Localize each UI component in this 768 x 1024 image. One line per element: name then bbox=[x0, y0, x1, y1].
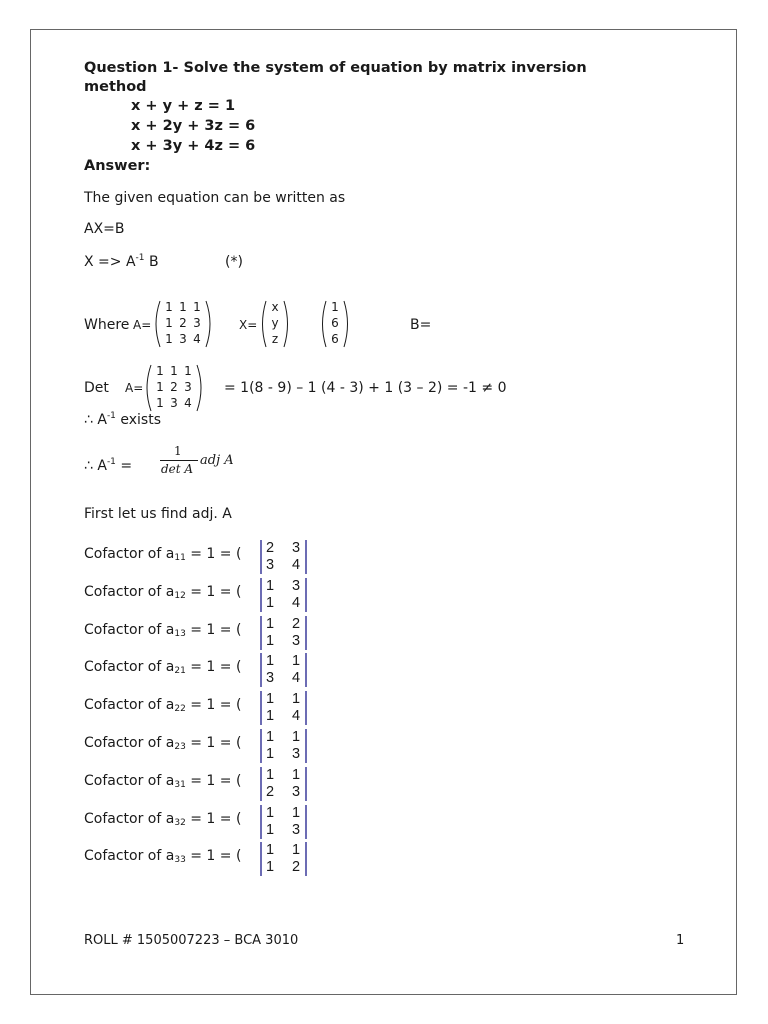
matrix-a-cell: 1 bbox=[165, 316, 173, 330]
det-matrix-a-cell: 3 bbox=[184, 380, 192, 394]
cofactor-subscript: 23 bbox=[174, 742, 186, 752]
det-matrix-a-cell: 1 bbox=[156, 364, 164, 378]
det-cell: 3 bbox=[291, 784, 301, 800]
det-cell: 3 bbox=[291, 578, 301, 594]
adj-a-term: adj A bbox=[200, 453, 234, 468]
cofactor-subscript: 31 bbox=[174, 780, 186, 790]
det-matrix-a-cell: 1 bbox=[156, 380, 164, 394]
cofactor-suffix: = 1 = ( bbox=[185, 584, 242, 600]
matrix-x-cell: z bbox=[271, 332, 279, 346]
det-cell: 1 bbox=[291, 653, 301, 669]
matrix-b bbox=[318, 298, 352, 350]
det-cell: 3 bbox=[291, 540, 301, 556]
det-cell: 1 bbox=[291, 691, 301, 707]
cofactor-determinant bbox=[258, 766, 310, 802]
matrix-b-cell: 6 bbox=[331, 332, 339, 346]
star-marker: (*) bbox=[225, 254, 243, 270]
fraction-bar bbox=[160, 460, 198, 461]
det-matrix-a-cell: 3 bbox=[170, 396, 178, 410]
cofactor-determinant bbox=[258, 690, 310, 726]
matrix-x-label: X= bbox=[239, 318, 258, 332]
answer-label: Answer: bbox=[84, 158, 151, 174]
question-title-line2: method bbox=[84, 79, 147, 95]
inverse-exists: ∴ $A^{-1}$ exists bbox=[84, 411, 161, 428]
cofactor-subscript: 33 bbox=[174, 855, 186, 865]
equation-3: x + 3y + 4z = 6 bbox=[131, 138, 256, 154]
det-cell: 1 bbox=[265, 578, 275, 594]
matrix-x bbox=[258, 298, 292, 350]
x-formula: $X => A^{-1}$ B bbox=[84, 253, 159, 270]
cofactor-subscript: 12 bbox=[174, 591, 186, 601]
cofactor-row bbox=[84, 546, 241, 563]
det-cell: 1 bbox=[265, 746, 275, 762]
det-cell: 1 bbox=[265, 842, 275, 858]
matrix-a-cell: 4 bbox=[193, 332, 201, 346]
cofactor-suffix: = 1 = ( bbox=[185, 773, 242, 789]
det-cell: 4 bbox=[291, 557, 301, 573]
cofactor-row bbox=[84, 622, 241, 639]
cofactor-prefix: Cofactor of a bbox=[84, 848, 175, 864]
cofactor-prefix: Cofactor of a bbox=[84, 773, 175, 789]
page-number: 1 bbox=[676, 933, 685, 948]
det-cell: 2 bbox=[265, 540, 275, 556]
det-cell: 1 bbox=[265, 595, 275, 611]
matrix-a-label: A= bbox=[133, 318, 152, 332]
cofactor-determinant bbox=[258, 652, 310, 688]
det-cell: 1 bbox=[265, 708, 275, 724]
matrix-a-cell: 3 bbox=[179, 332, 187, 346]
det-cell: 1 bbox=[291, 842, 301, 858]
cofactor-suffix: = 1 = ( bbox=[185, 811, 242, 827]
det-cell: 1 bbox=[265, 633, 275, 649]
matrix-x-cell: y bbox=[271, 316, 279, 330]
fraction-denominator: det A bbox=[161, 462, 194, 476]
cofactor-row bbox=[84, 697, 241, 714]
cofactor-prefix: Cofactor of a bbox=[84, 584, 175, 600]
matrix-a-cell: 1 bbox=[165, 332, 173, 346]
det-cell: 1 bbox=[265, 805, 275, 821]
det-matrix-a-cell: 2 bbox=[170, 380, 178, 394]
det-cell: 1 bbox=[265, 653, 275, 669]
cofactor-row bbox=[84, 773, 241, 790]
fraction-numerator: 1 bbox=[174, 444, 182, 458]
det-cell: 1 bbox=[265, 822, 275, 838]
det-cell: 2 bbox=[291, 616, 301, 632]
det-matrix-a-cell: 1 bbox=[184, 364, 192, 378]
cofactor-subscript: 13 bbox=[174, 629, 186, 639]
det-cell: 3 bbox=[265, 557, 275, 573]
ax-equals-b: AX=B bbox=[84, 221, 125, 237]
matrix-a bbox=[151, 298, 215, 350]
cofactor-row bbox=[84, 735, 241, 752]
cofactor-row bbox=[84, 584, 241, 601]
det-matrix-a-label: A= bbox=[125, 381, 144, 395]
det-result: = 1(8 - 9) – 1 (4 - 3) + 1 (3 – 2) = -1 ≠ 0 bbox=[224, 380, 507, 396]
det-cell: 3 bbox=[291, 633, 301, 649]
inverse-formula-lhs: ∴ $A^{-1}$ = bbox=[84, 457, 133, 474]
det-cell: 1 bbox=[265, 767, 275, 783]
equation-1: x + y + z = 1 bbox=[131, 98, 236, 114]
matrix-a-cell: 1 bbox=[193, 300, 201, 314]
cofactor-prefix: Cofactor of a bbox=[84, 546, 175, 562]
det-cell: 1 bbox=[265, 691, 275, 707]
det-matrix-a-cell: 4 bbox=[184, 396, 192, 410]
matrix-a-cell: 1 bbox=[179, 300, 187, 314]
cofactor-prefix: Cofactor of a bbox=[84, 735, 175, 751]
cofactor-subscript: 21 bbox=[174, 666, 186, 676]
cofactor-suffix: = 1 = ( bbox=[185, 546, 242, 562]
cofactor-suffix: = 1 = ( bbox=[185, 848, 242, 864]
det-cell: 1 bbox=[265, 729, 275, 745]
cofactor-prefix: Cofactor of a bbox=[84, 811, 175, 827]
det-cell: 2 bbox=[291, 859, 301, 875]
cofactor-determinant bbox=[258, 539, 310, 575]
cofactor-row bbox=[84, 659, 241, 676]
cofactor-subscript: 32 bbox=[174, 818, 186, 828]
det-cell: 3 bbox=[291, 746, 301, 762]
cofactor-subscript: 11 bbox=[174, 553, 186, 563]
cofactor-prefix: Cofactor of a bbox=[84, 622, 175, 638]
det-cell: 1 bbox=[291, 805, 301, 821]
cofactor-suffix: = 1 = ( bbox=[185, 622, 242, 638]
det-cell: 3 bbox=[291, 822, 301, 838]
answer-intro: The given equation can be written as bbox=[84, 190, 346, 206]
det-cell: 1 bbox=[265, 859, 275, 875]
matrix-a-cell: 2 bbox=[179, 316, 187, 330]
cofactor-determinant bbox=[258, 841, 310, 877]
where-label: Where bbox=[84, 317, 130, 333]
cofactor-suffix: = 1 = ( bbox=[185, 697, 242, 713]
footer-roll: ROLL # 1505007223 – BCA 3010 bbox=[84, 933, 299, 948]
matrix-a-cell: 1 bbox=[165, 300, 173, 314]
adj-intro: First let us find adj. A bbox=[84, 506, 232, 522]
cofactor-determinant bbox=[258, 577, 310, 613]
matrix-x-cell: x bbox=[271, 300, 279, 314]
cofactor-determinant bbox=[258, 728, 310, 764]
det-cell: 1 bbox=[291, 729, 301, 745]
det-matrix-a-cell: 1 bbox=[170, 364, 178, 378]
det-cell: 4 bbox=[291, 708, 301, 724]
matrix-a-cell: 3 bbox=[193, 316, 201, 330]
cofactor-prefix: Cofactor of a bbox=[84, 659, 175, 675]
matrix-b-label: B= bbox=[410, 317, 432, 333]
cofactor-prefix: Cofactor of a bbox=[84, 697, 175, 713]
det-cell: 1 bbox=[265, 616, 275, 632]
cofactor-suffix: = 1 = ( bbox=[185, 659, 242, 675]
cofactor-row bbox=[84, 848, 241, 865]
matrix-b-cell: 6 bbox=[331, 316, 339, 330]
equation-2: x + 2y + 3z = 6 bbox=[131, 118, 256, 134]
matrix-b-cell: 1 bbox=[331, 300, 339, 314]
cofactor-suffix: = 1 = ( bbox=[185, 735, 242, 751]
det-cell: 4 bbox=[291, 595, 301, 611]
det-label: Det bbox=[84, 380, 109, 396]
cofactor-row bbox=[84, 811, 241, 828]
det-matrix-a-cell: 1 bbox=[156, 396, 164, 410]
det-cell: 3 bbox=[265, 670, 275, 686]
det-cell: 1 bbox=[291, 767, 301, 783]
cofactor-subscript: 22 bbox=[174, 704, 186, 714]
cofactor-determinant bbox=[258, 804, 310, 840]
cofactor-determinant bbox=[258, 615, 310, 651]
det-matrix-a bbox=[142, 362, 206, 414]
det-cell: 4 bbox=[291, 670, 301, 686]
det-cell: 2 bbox=[265, 784, 275, 800]
question-title-line1: Question 1- Solve the system of equation by matrix inversion bbox=[84, 60, 587, 76]
